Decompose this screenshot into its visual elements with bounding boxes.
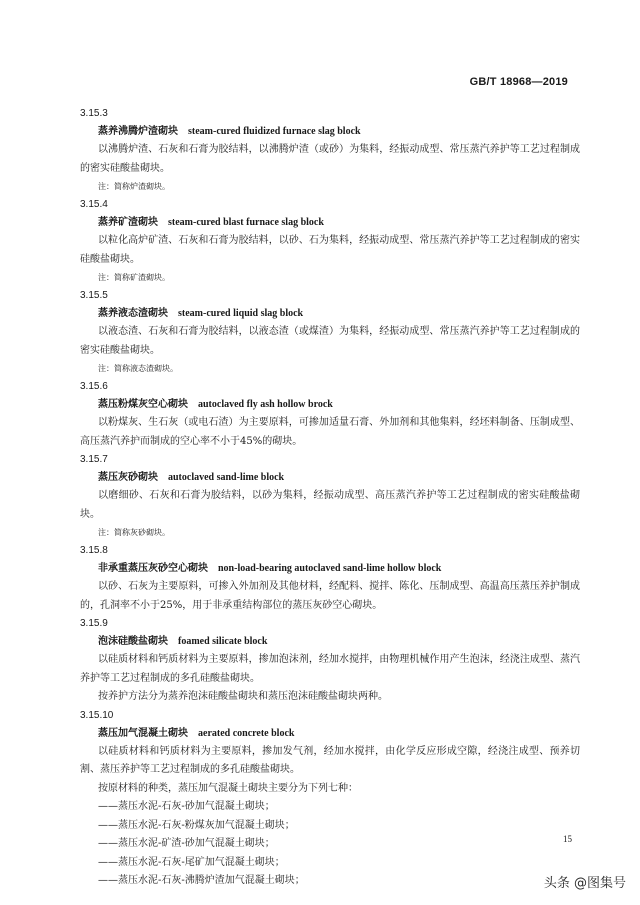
list-item: ——蒸压水泥-石灰-砂加气混凝土砌块； [98,801,275,812]
entry-note: 注：简称灰砂砌块。 [98,528,170,537]
entry-number: 3.15.6 [80,381,108,392]
term-en: autoclaved sand-lime block [168,472,285,483]
list-item: ——蒸压水泥-矿渣-砂加气混凝土砌块； [98,838,275,849]
watermark [544,872,626,891]
list-item: ——蒸压水泥-石灰-粉煤灰加气混凝土砌块； [98,819,295,831]
definition-paragraph: 以硅质材料和钙质材料为主要原料，掺加发气剂，经加水搅拌，由化学反应形成空隙，经浇注成型、预养切割、蒸压养护等工艺过程制成的多孔硅酸盐砌块。 [80,745,580,775]
entry-term [80,725,580,743]
term-en: steam-cured blast furnace slag block [168,217,324,228]
entry-3-15-9 [80,615,580,707]
watermark-text: 头条 @图集号 [543,876,626,891]
term-en: non-load-bearing autoclaved sand-lime hollow block [218,563,442,574]
entry-number: 3.15.4 [80,199,108,210]
entry-3-15-5 [80,287,580,378]
term-en: autoclaved fly ash hollow brock [198,399,333,410]
entry-3-15-10 [80,707,580,891]
entry-term [80,560,580,578]
entry-3-15-7 [80,451,580,542]
term-en: steam-cured fluidized furnace slag block [188,126,361,137]
entry-number: 3.15.7 [80,454,108,465]
entry-term [80,396,580,414]
entry-term [80,214,580,232]
entry-term [80,305,580,323]
standard-code: GB/T 18968—2019 [469,76,568,88]
definition-paragraph: 以粉煤灰、生石灰（或电石渣）为主要原料，可掺加适量石膏、外加剂和其他集料，经坯料制备、压制成型、高压蒸汽养护而制成的空心率不小于45%的砌块。 [80,417,580,447]
term-zh: 蒸压加气混凝土砌块 [98,727,188,739]
definition-paragraph: 以磨细砂、石灰和石膏为胶结料，以砂为集料，经振动成型、高压蒸汽养护等工艺过程制成的密实硅酸盐砌块。 [80,490,580,520]
entry-note: 注：简称炉渣砌块。 [98,182,170,191]
term-zh: 蒸压粉煤灰空心砌块 [98,399,188,410]
definition-paragraph: 以砂、石灰为主要原料，可掺入外加剂及其他材料，经配料、搅拌、陈化、压制成型、高温高压蒸压养护制成的，孔洞率不小于25%，用于非承重结构部位的蒸压灰砂空心砌块。 [80,581,580,611]
definition-paragraph: 以硅质材料和钙质材料为主要原料，掺加泡沫剂，经加水搅拌，由物理机械作用产生泡沫，经浇注成型、蒸汽养护等工艺过程制成的多孔硅酸盐砌块。 [80,654,580,684]
term-zh: 泡沫硅酸盐砌块 [98,636,168,647]
definition-paragraph: 以粒化高炉矿渣、石灰和石膏为胶结料，以砂、石为集料，经振动成型、常压蒸汽养护等工艺过程制成的密实硅酸盐砌块。 [80,235,580,265]
entry-note: 注：简称矿渣砌块。 [98,273,170,282]
definition-paragraph: 按原材料的种类，蒸压加气混凝土砌块主要分为下列七种： [98,782,358,794]
entry-note: 注：简称液态渣砌块。 [98,364,178,373]
entry-3-15-4 [80,196,580,287]
term-zh: 蒸养矿渣砌块 [98,217,158,228]
entry-term [80,633,580,651]
entry-number: 3.15.3 [80,108,108,119]
term-en: foamed silicate block [178,636,268,647]
entry-number: 3.15.5 [80,290,108,301]
term-en: steam-cured liquid slag block [178,308,304,319]
definition-paragraph: 以沸腾炉渣、石灰和石膏为胶结料，以沸腾炉渣（或砂）为集料，经振动成型、常压蒸汽养护等工艺过程制成的密实硅酸盐砌块。 [80,144,580,174]
entry-term [80,469,580,487]
entry-3-15-8 [80,542,580,615]
term-en: aerated concrete block [198,727,295,739]
term-zh: 蒸养液态渣砌块 [98,308,168,319]
document-body [80,105,580,891]
term-zh: 蒸压灰砂砌块 [98,472,158,483]
entry-term [80,123,580,141]
page-number: 15 [563,834,572,844]
term-zh: 非承重蒸压灰砂空心砌块 [98,563,208,574]
entry-number: 3.15.8 [80,545,108,556]
term-zh: 蒸养沸腾炉渣砌块 [98,126,178,137]
entry-3-15-6 [80,378,580,451]
list-item: ——蒸压水泥-石灰-沸腾炉渣加气混凝土砌块； [98,875,305,886]
definition-paragraph: 按养护方法分为蒸养泡沫硅酸盐砌块和蒸压泡沫硅酸盐砌块两种。 [98,691,388,702]
entry-3-15-3 [80,105,580,196]
entry-number: 3.15.10 [80,709,114,721]
definition-paragraph: 以液态渣、石灰和石膏为胶结料，以液态渣（或煤渣）为集料，经振动成型、常压蒸汽养护等工艺过程制成的密实硅酸盐砌块。 [80,326,580,356]
entry-number: 3.15.9 [80,618,108,629]
list-item: ——蒸压水泥-石灰-尾矿加气混凝土砌块； [98,856,285,868]
